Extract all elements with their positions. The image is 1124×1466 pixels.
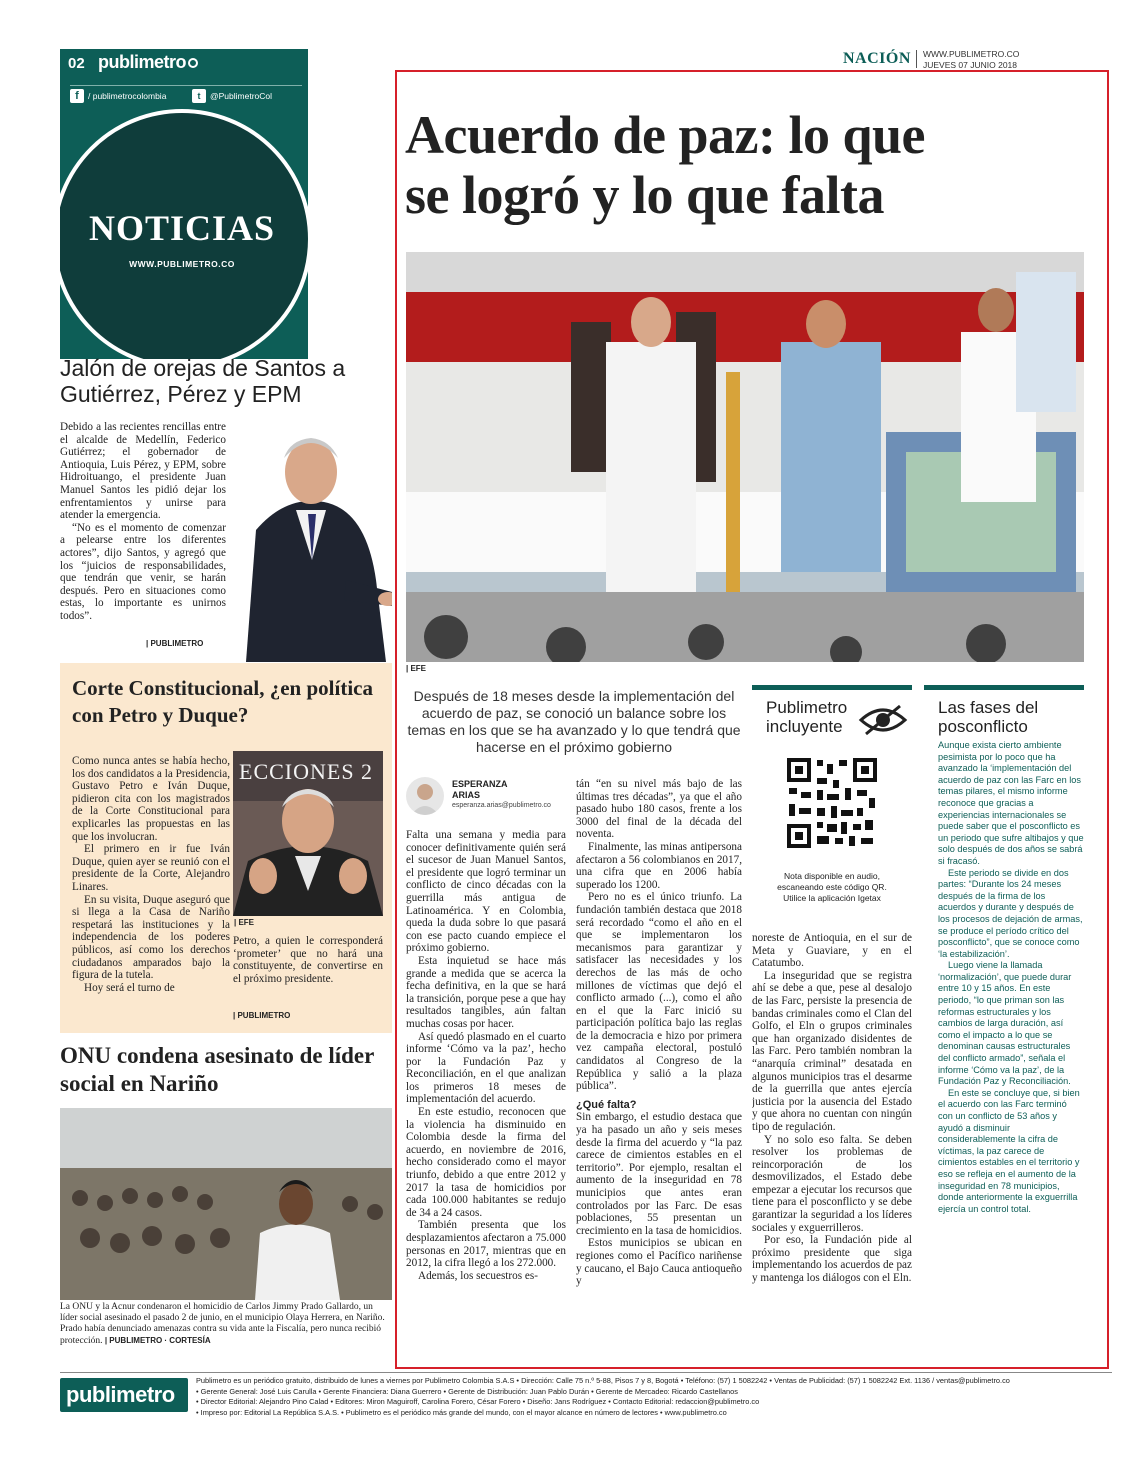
- facebook-icon: f: [70, 89, 84, 103]
- corte-headline: Corte Constitucional, ¿en política con Petro y Duque?: [72, 676, 373, 727]
- twitter-icon: t: [192, 89, 206, 103]
- fases-rule: [924, 685, 1084, 690]
- duque-photo: [233, 751, 383, 916]
- footer-credits: Publimetro es un periódico gratuito, distribuido de lunes a viernes por Publimetro Colombia S.A.S • Dirección: Calle 75 n.º 5-88, Pisos 7 y 8, Bogotá • Teléfono: (57) 1 5082242 • Ventas de Publicidad: (57) 1 5082242 Ext. 1136 / ventas@publimetro.co • Gerente General: José Luis Carulla • Gerente Financiera: Diana Guerrero • Gerente de Distribución: Juan Pablo Durán • Gerente de Mercadeo: Ricardo Castellanos • Director Editorial: Alejandro Pino Calad • Editores: Miron Maguiroff, Carolina Forero, César Forero • Diseño: Jans Rodríguez • Contacto Editorial: redaccion@publimetro.co • Impreso por: Editorial La República S.A.S. • Publimetro es el periódico más grande del mundo, con el mayor alcance en número de lectores • www.publimetro.co: [196, 1376, 1010, 1417]
- santos-photo: [226, 410, 392, 662]
- site-url-top: WWW.PUBLIMETRO.CO: [923, 49, 1020, 59]
- incluyente-title: Publimetro incluyente: [766, 698, 848, 736]
- onu-headline: ONU condena asesinato de líder social en Nariño: [60, 1043, 374, 1096]
- duque-photo-credit: | EFE: [234, 918, 255, 927]
- site-url: WWW.PUBLIMETRO.CO: [129, 259, 235, 269]
- incluyente-note: Nota disponible en audio, escaneando este código QR. Utilice la aplicación Igetax: [777, 871, 887, 903]
- fases-title: Las fases del posconflicto: [938, 698, 1039, 736]
- santos-body: Debido a las recientes rencillas entre el alcalde de Medellín, Federico Gutiérrez; el gobernador de Antioquia, Luis Pérez, y EPM, sobre Hidroituango, el presidente Juan Manuel Santos les pidió dejar los enfrentamientos y unirse para atender la emergencia. “No es el momento de comenzar a pelearse entre los diferentes actores”, dijo Santos, y agregó que los “juicios de responsabilidades, que tendrán que venir, se harán después. Pero en situaciones como estas, lo importante es unirnos todos”.: [60, 421, 226, 622]
- issue-date: JUEVES 07 JUNIO 2018: [923, 60, 1018, 70]
- facebook-link[interactable]: f / publimetrocolombia: [70, 85, 166, 107]
- main-headline: Acuerdo de paz: lo que se logró y lo que falta: [405, 105, 925, 225]
- author-avatar: [406, 777, 444, 815]
- page-number: 02: [68, 55, 85, 72]
- santos-credit: | PUBLIMETRO: [146, 639, 204, 648]
- onu-caption: La ONU y la Acnur condenaron el homicidio de Carlos Jimmy Prado Gallardo, un líder social asesinado el pasado 2 de junio, en el municipio Olaya Herrera, en Nariño. Prado había denunciado amenazas contra su vida ante la Fiscalía, pero nunca recibió protección. | PUBLIMETRO · CORTESÍA: [60, 1302, 385, 1346]
- twitter-link[interactable]: t @PublimetroCol: [192, 85, 272, 107]
- footer-logo: publimetro: [60, 1378, 188, 1412]
- main-deck: Después de 18 meses desde la implementación del acuerdo de paz, se conoció un balance sobre los temas en los que se ha avanzado y lo que tendrá que hacerse en el próximo gobierno: [407, 688, 741, 755]
- corte-body: Como nunca antes se había hecho, los dos candidatos a la Presidencia, Gustavo Petro e Iván Duque, pidieron cita con los magistrados de la Corte Constitucional para explicarles las propuestas en las que los involucran. El primero en ir fue Iván Duque, quien ayer se reunió con el presidente de la Corte, Alejandro Linares. En su visita, Duque aseguró que si llega a la Casa de Nariño respetará las instituciones y la independencia de los poderes públicos, así como los derechos ciudadanos amparados bajo la figura de la tutela. Hoy será el turno de: [72, 755, 230, 994]
- section-title: NOTICIAS: [88, 208, 276, 248]
- main-column-2: tán “en su nivel más bajo de las últimas tres décadas”, ya que el año pasado hubo 180 casos, frente a los 3000 del final de la década del noventa. Finalmente, las minas antipersona afectaron a 56 colombianos en 2017, una cifra que en 2006 había superado los 1200. Pero no es el único triunfo. La fundación también destaca que 2018 será recordado “como el año en el que se implementaron los mecanismos para garantizar y satisfacer las necesidades y los derechos de las más de ocho millones de víctimas que dejó el conflicto armado (...), como el año en el que la Farc inició su participación política bajo las reglas de la democracia e hizo por primera vez campaña electoral, postuló candidatos al Congreso de la República y salió a la plaza pública”. ¿Qué falta? Sin embargo, el estudio destaca que ya ha pasado un año y seis meses desde la firma del acuerdo y “la paz carece de cimientos estables en el territorio”. Por ejemplo, resaltan el aumento de la inseguridad en 78 municipios que antes eran controlados por las Farc. De esas poblaciones, 55 presentan un crecimiento en la tasa de homicidios. Estos municipios se ubican en regiones como el Pacífico nariñense y caucano, el Bajo Cauca antioqueño y: [576, 778, 742, 1288]
- section-badge: [60, 109, 308, 359]
- main-column-1: Falta una semana y media para conocer definitivamente quién será el sucesor de Juan Manuel Santos, el presidente que logró terminar un conflicto de cinco décadas con la guerrilla más antigua de Latinoamérica. Y en Colombia, queda la duda sobre lo que pasará con ese pacto cuando empiece el próximo gobierno. Esta inquietud se hace más grande a medida que se acerca la fecha definitiva, en la que se hará la transición, porque pese a que hay resultados tangibles, aún faltan muchas cosas por hacer. Así quedó plasmado en el cuarto informe ‘Cómo va la paz’, hecho por la Fundación Paz y Reconciliación, en el que analizan los primeros 18 meses de implementación del acuerdo. En este estudio, reconocen que la violencia ha disminuido en Colombia desde la firma del acuerdo, en noviembre de 2016, hecho considerado como el mayor triunfo, debido a que entre 2012 y 2017 la tasa de homicidios por cada 100.000 habitantes se redujo de 34 a 24 casos. También presenta que los desplazamientos afectaron a 75.000 personas en 2017, mientras que en 2012, la cifra llegó a los 272.000. Además, los secuestros es-: [406, 829, 566, 1282]
- onu-photo: [60, 1108, 392, 1300]
- globe-icon: [68, 1416, 81, 1429]
- incluyente-rule: [752, 685, 912, 690]
- section-header: [60, 49, 308, 359]
- globe-icon: [188, 58, 198, 68]
- brand-logo: publimetro: [98, 52, 198, 73]
- santos-headline: Jalón de orejas de Santos a Gutiérrez, Pérez y EPM: [60, 355, 346, 407]
- corte-continuation: Petro, a quien le corresponderá ‘prometer’ que no hará una constituyente, de convertirse en el próximo presidente.: [233, 935, 383, 985]
- section-label: NACIÓN: [843, 50, 911, 67]
- main-column-3: noreste de Antioquia, en el sur de Meta y Guaviare, y en el Catatumbo. La inseguridad que se registra ahí se debe a que, pese al desalojo de las Farc, persiste la presencia de bandas criminales como el Clan del Golfo, el Eln o grupos criminales que han organizado disidentes de las Farc. Pero también nombran la “anarquía criminal” desatada en algunos municipios tras el desarme de la guerrilla que antes ejercía justicia por la ausencia del Estado y que ahora no cuentan con ningún tipo de regulación. Y no solo eso falta. Se deben resolver los problemas de reincorporación de los desmovilizados, el Estado debe empezar a ejecutar los recursos que tiene para el posconflicto y se debe garantizar la seguridad a los líderes sociales y exguerrilleros. Por eso, la Fundación pide al próximo presidente que siga implementando los acuerdos de paz y mantenga los diálogos con el Eln.: [752, 932, 912, 1285]
- subhead: ¿Qué falta?: [576, 1098, 637, 1111]
- corte-box: [60, 663, 392, 1033]
- main-photo-credit: | EFE: [406, 664, 427, 673]
- fases-body: Aunque exista cierto ambiente pesimista por lo poco que ha avanzado la ‘implementación del acuerdo de paz con las Farc en los temas pilares, el mismo informe reconoce que gracias a experiencias internacionales se puede saber que el posconflicto es un periodo que sufre altibajos y que solo después de dos años se sabrá si fracasó. Este periodo se divide en dos partes: “Durante los 24 meses después de la firma de los acuerdos y durante y después de los procesos de dejación de armas, se produce el período crítico del posconflicto”, que se conoce como ‘la estabilización’. Luego viene la llamada ‘normalización’, que puede durar entre 10 y 15 años. En este periodo, “lo que priman son las reformas estructurales y los cambios de larga duración, así como el impacto a lo que se denominan causas estructurales del conflicto armado”, señala el informe ‘Cómo va la paz’, de la Fundación Paz y Reconciliación. En este se concluye que, si bien el acuerdo con las Farc terminó con un conflicto de 53 años y ayudó a disminuir considerablemente la cifra de víctimas, la paz carece de cimientos estables en el territorio y eso se refleja en el aumento de la inseguridad en 78 municipios, donde anteriormente la exguerrilla ejercía un control total.: [938, 740, 1084, 1214]
- corte-credit: | PUBLIMETRO: [233, 1011, 291, 1020]
- main-photo: [406, 252, 1084, 662]
- eye-icon: [858, 702, 908, 738]
- qr-code[interactable]: [787, 758, 877, 848]
- author-byline: ESPERANZA ARIAS esperanza.arias@publimetro.co: [406, 775, 566, 820]
- duque-photo-text: ECCIONES 2: [239, 759, 374, 784]
